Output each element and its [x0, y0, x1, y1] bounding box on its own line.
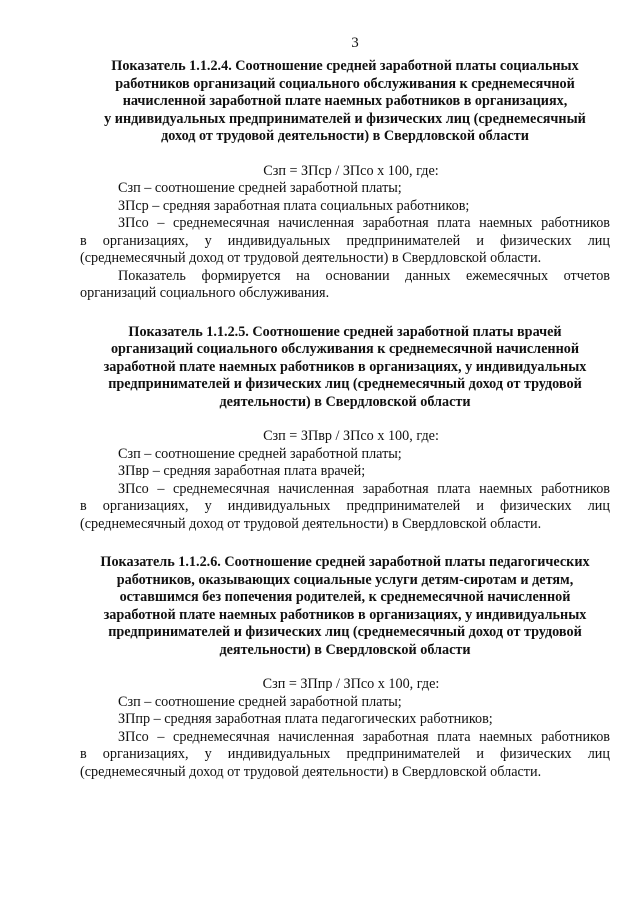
definition-line: (среднемесячный доход от трудовой деятельности) в Свердловской области.: [80, 515, 542, 532]
section-heading: [80, 324, 610, 412]
definition-paragraph: [80, 198, 610, 216]
definition-line: ЗПср – средняя заработная плата социальных работников;: [118, 197, 470, 214]
definition-line: ЗПпр – средняя заработная плата педагогических работников;: [118, 711, 493, 727]
page-number: 3: [351, 35, 359, 51]
definition-line: ЗПвр – средняя заработная плата врачей;: [118, 463, 366, 479]
formula: Сзп = ЗПпр / ЗПсо x 100, где:: [262, 676, 440, 692]
heading-line: работников организаций социального обслуживания к среднемесячной: [115, 75, 575, 92]
heading-line: Показатель 1.1.2.4. Соотношение средней заработной платы социальных: [111, 58, 579, 74]
definition-line: (среднемесячный доход от трудовой деятельности) в Свердловской области.: [80, 250, 542, 266]
heading-line: работников, оказывающих социальные услуги детям-сиротам и детям,: [116, 571, 574, 588]
heading-line: предпринимателей и физических лиц (среднемесячный доход от трудовой: [108, 376, 582, 392]
definition-line: (среднемесячный доход от трудовой деятельности) в Свердловской области.: [80, 763, 542, 780]
definition-paragraph: [80, 180, 610, 198]
definition-line: ЗПсо – среднемесячная начисленная заработная плата наемных работников: [118, 728, 610, 745]
definition-line: в организациях, у индивидуальных предпринимателей и физических лиц: [80, 746, 610, 762]
definition-paragraph: [80, 481, 610, 534]
definition-paragraph: [80, 694, 610, 712]
heading-line: начисленной заработной плате наемных работников в организациях,: [122, 93, 568, 109]
definition-paragraph: [80, 711, 610, 729]
section-heading: [80, 554, 610, 659]
heading-line: Показатель 1.1.2.6. Соотношение средней заработной платы педагогических: [100, 554, 590, 570]
source-paragraph: [80, 268, 610, 303]
heading-line: организаций социального обслуживания к среднемесячной начисленной: [110, 341, 580, 357]
heading-line: оставшимся без попечения родителей, к среднемесячной начисленной: [119, 589, 571, 605]
definition-paragraph: [80, 215, 610, 268]
heading-line: заработной плате наемных работников в организациях, у индивидуальных: [103, 358, 587, 375]
formula: Сзп = ЗПср / ЗПсо x 100, где:: [263, 162, 439, 179]
heading-line: у индивидуальных предпринимателей и физических лиц (среднемесячный: [104, 110, 586, 127]
definition-paragraph: [80, 729, 610, 782]
indicator-section-1-1-2-5: [80, 324, 610, 534]
definition-line: в организациях, у индивидуальных предпринимателей и физических лиц: [80, 232, 610, 249]
definition-line: в организациях, у индивидуальных предпринимателей и физических лиц: [80, 498, 610, 514]
definition-paragraph: [80, 463, 610, 481]
heading-line: Показатель 1.1.2.5. Соотношение средней заработной платы врачей: [128, 323, 562, 340]
heading-line: деятельности) в Свердловской области: [219, 641, 471, 658]
definition-line: ЗПсо – среднемесячная начисленная заработная плата наемных работников: [118, 480, 610, 497]
definition-line: ЗПсо – среднемесячная начисленная заработная плата наемных работников: [118, 215, 610, 231]
heading-line: предпринимателей и физических лиц (среднемесячный доход от трудовой: [108, 624, 582, 640]
heading-line: доход от трудовой деятельности) в Свердловской области: [161, 128, 529, 144]
heading-line: заработной плате наемных работников в организациях, у индивидуальных: [103, 606, 587, 623]
indicator-section-1-1-2-6: [80, 554, 610, 781]
definition-line: Сзп – соотношение средней заработной платы;: [118, 445, 402, 462]
indicator-section-1-1-2-4: [80, 58, 610, 303]
section-heading: [80, 58, 610, 146]
source-line: организаций социального обслуживания.: [80, 285, 330, 301]
definition-line: Сзп – соотношение средней заработной платы;: [118, 693, 402, 710]
source-line: Показатель формируется на основании данных ежемесячных отчетов: [118, 267, 610, 284]
definition-line: Сзп – соотношение средней заработной платы;: [118, 180, 402, 196]
formula: Сзп = ЗПвр / ЗПсо x 100, где:: [263, 428, 439, 444]
heading-line: деятельности) в Свердловской области: [219, 393, 471, 410]
definition-paragraph: [80, 446, 610, 464]
